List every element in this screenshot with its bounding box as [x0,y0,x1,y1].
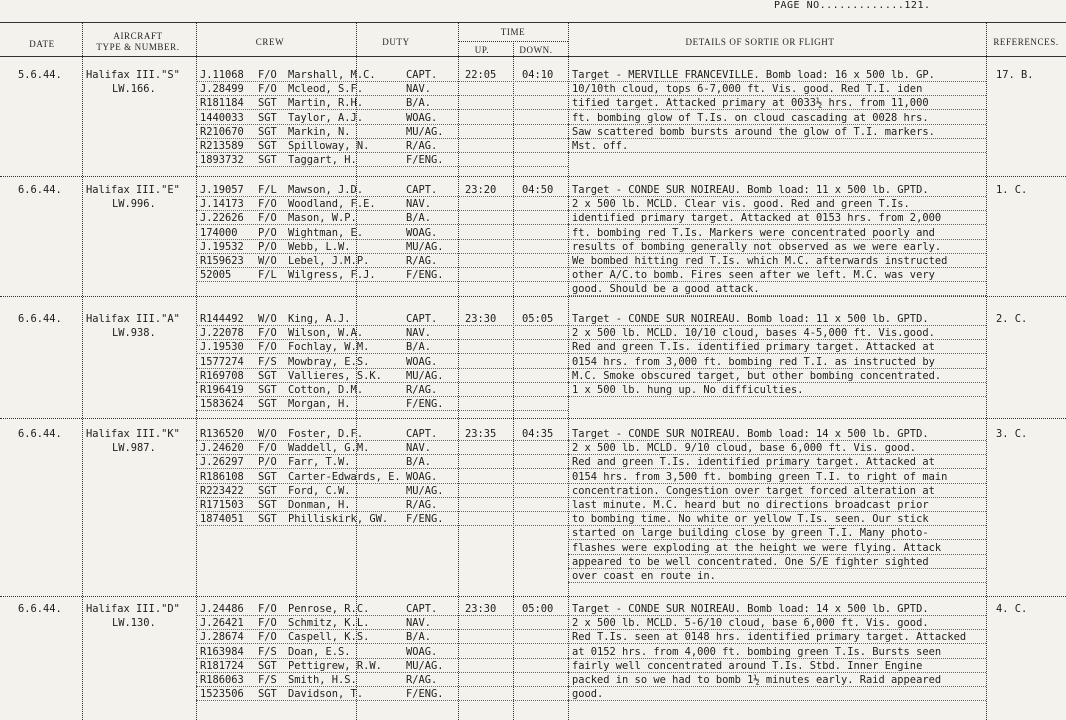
crew-row-rule [196,339,568,340]
crew-row-rule [196,152,568,153]
crew-name: Schmitz, K.L. [288,617,370,630]
entry-serial: LW.130. [112,617,156,629]
header-up: UP. [474,45,490,55]
detail-line: flashes were exploding at the height we were flying. Attack [572,541,942,554]
crew-duty: WOAG. [406,470,438,483]
crew-rank: F/O [258,327,277,340]
crew-name: Vallieres, S.K. [288,369,382,382]
detail-line: to bombing time. No white or yellow T.Is. seen. Our stick [572,513,929,526]
crew-duty: MU/AG. [406,369,444,382]
detail-line: other A/C.to bomb. Fires seen after we left. M.C. was very [572,269,935,282]
crew-name: Lebel, J.M.P. [288,255,370,267]
detail-line: at 0152 hrs. from 4,000 ft. bombing green T.Is. Bursts seen [572,645,942,658]
entry-down: 04:10 [522,69,554,81]
crew-service-number: R144492 [200,313,244,325]
crew-row-rule [196,196,568,197]
crew-service-number: J.14173 [200,198,244,211]
detail-line: 2 x 500 lb. MCLD. Clear vis. good. Red and green T.Is. [572,198,910,211]
crew-rank: SGT [258,513,277,526]
crew-service-number: R223422 [200,484,244,497]
entry-aircraft: Halifax III."K" [86,428,180,440]
crew-row-rule [196,253,568,254]
crew-duty: F/ENG. [406,269,444,282]
crew-row-rule [196,483,568,484]
header-crew: CREW [255,37,285,47]
crew-name: Mason, W.P. [288,212,357,225]
entry-serial: LW.987. [112,442,156,454]
crew-row-rule [196,368,568,369]
crew-name: Philliskirk, GW. [288,513,389,526]
crew-duty: R/AG. [406,255,438,267]
crew-rank: SGT [258,140,277,152]
detail-line: good. Should be a good attack. [572,283,760,296]
crew-service-number: R210670 [200,125,244,138]
crew-duty: CAPT. [406,428,438,440]
entry-date: 6.6.44. [18,428,62,440]
crew-rank: SGT [258,659,277,672]
crew-service-number: 1893732 [200,154,244,167]
crew-rank: W/O [258,255,277,267]
entry-serial: LW.996. [112,198,156,210]
crew-service-number: J.24620 [200,442,244,455]
crew-name: Markin, N. [288,125,351,138]
crew-name: Farr, T.W. [288,456,351,469]
entry-aircraft: Halifax III."D" [86,603,180,615]
crew-rank: SGT [258,384,277,396]
detail-line: over coast en route in. [572,570,716,582]
crew-row-rule [196,382,568,383]
detail-row-rule [568,152,986,153]
crew-service-number: J.11068 [200,69,244,81]
crew-row-rule [196,224,568,225]
detail-line: Red and green T.Is. identified primary target. Attacked at [572,456,935,469]
crew-rank: W/O [258,313,277,325]
crew-duty: MU/AG. [406,240,444,253]
detail-line: Target - CONDE SUR NOIREAU. Bomb load: 14 x 500 lb. GPTD. [572,603,929,615]
header-duty: DUTY [382,37,410,47]
crew-service-number: R181724 [200,659,244,672]
crew-service-number: 1583624 [200,398,244,411]
detail-line: Saw scattered bomb bursts around the glow of T.I. markers. [572,125,935,138]
detail-line: 2 x 500 lb. MCLD. 9/10 cloud, base 6,000 ft. Vis. good. [572,442,917,455]
crew-rank: F/O [258,212,277,225]
entry-up: 23:30 [465,313,497,325]
crew-rank: SGT [258,470,277,483]
crew-name: Penrose, R.C. [288,603,370,615]
crew-row-rule [196,138,568,139]
crew-duty: MU/AG. [406,484,444,497]
crew-row-rule [196,672,568,673]
crew-row-rule [196,615,568,616]
entry-separator [0,596,1066,597]
crew-row-rule [196,281,568,282]
crew-rank: SGT [258,97,277,110]
detail-line: Target - MERVILLE FRANCEVILLE. Bomb load: 16 x 500 lb. GP. [572,69,935,81]
entry-reference: 1. C. [996,184,1028,196]
crew-duty: F/ENG. [406,398,444,411]
crew-name: Woodland, F.E. [288,198,376,211]
crew-row-rule [196,239,568,240]
crew-rank: SGT [258,484,277,497]
crew-name: Foster, D.F. [288,428,364,440]
entry-up: 22:05 [465,69,497,81]
crew-duty: NAV. [406,442,432,455]
crew-duty: B/A. [406,341,432,354]
detail-line: 2 x 500 lb. MCLD. 10/10 cloud, bases 4-5,000 ft. Vis.good. [572,327,935,340]
crew-service-number: R159623 [200,255,244,267]
entry-separator [0,176,1066,177]
crew-duty: CAPT. [406,69,438,81]
crew-service-number: J.19532 [200,240,244,253]
crew-rank: F/O [258,83,277,96]
crew-service-number: J.19057 [200,184,244,196]
crew-duty: F/ENG. [406,154,444,167]
crew-service-number: R169708 [200,369,244,382]
entry-aircraft: Halifax III."A" [86,313,180,325]
crew-duty: WOAG. [406,111,438,124]
detail-line: We bombed hitting red T.Is. which M.C. afterwards instructed [572,255,948,267]
header-references: REFERENCES. [993,37,1059,47]
entry-down: 05:05 [522,313,554,325]
header-date: DATE [29,39,55,49]
detail-line: ft. bombing red T.Is. Markers were concentrated poorly and [572,226,935,239]
detail-line: fairly well concentrated around T.Is. Stbd. Inner Engine [572,659,923,672]
crew-name: Mcleod, S.F. [288,83,364,96]
entry-serial: LW.166. [112,83,156,95]
entry-separator [0,296,1066,297]
crew-service-number: J.22078 [200,327,244,340]
header-aircraft-line2: TYPE & NUMBER. [96,42,180,52]
crew-service-number: R186063 [200,674,244,686]
crew-row-rule [196,410,568,411]
crew-rank: P/O [258,240,277,253]
crew-service-number: R171503 [200,499,244,511]
crew-rank: SGT [258,111,277,124]
crew-duty: R/AG. [406,140,438,152]
crew-service-number: J.28674 [200,631,244,644]
detail-row-rule [568,396,986,397]
crew-duty: MU/AG. [406,659,444,672]
crew-rank: F/S [258,674,277,686]
crew-rank: SGT [258,154,277,167]
crew-name: Wilson, W.A. [288,327,364,340]
crew-service-number: R213589 [200,140,244,152]
crew-rank: F/L [258,184,277,196]
crew-service-number: R181184 [200,97,244,110]
detail-line: concentration. Congestion over target forced alteration at [572,484,935,497]
crew-service-number: J.26421 [200,617,244,630]
detail-line: 10/10th cloud, tops 6-7,000 ft. Vis. good. Red T.I. iden [572,83,923,96]
crew-rank: SGT [258,125,277,138]
crew-service-number: 1440033 [200,111,244,124]
crew-name: Waddell, G.M. [288,442,370,455]
entry-up: 23:20 [465,184,497,196]
crew-name: Martin, R.H. [288,97,364,110]
crew-row-rule [196,525,568,526]
header-aircraft-line1: AIRCRAFT [113,31,163,41]
crew-row-rule [196,396,568,397]
crew-duty: NAV. [406,327,432,340]
crew-row-rule [196,454,568,455]
crew-rank: F/O [258,631,277,644]
crew-rank: F/O [258,617,277,630]
crew-service-number: R136520 [200,428,244,440]
crew-name: Fochlay, W.M. [288,341,370,354]
crew-service-number: 174000 [200,226,238,239]
detail-line: ft. bombing glow of T.Is. on cloud cascading at 0028 hrs. [572,111,929,124]
crew-service-number: 1577274 [200,355,244,368]
detail-line: Red and green T.Is. identified primary target. Attacked at [572,341,935,354]
crew-service-number: 1874051 [200,513,244,526]
crew-rank: SGT [258,369,277,382]
crew-duty: R/AG. [406,384,438,396]
crew-row-rule [196,643,568,644]
crew-service-number: J.26297 [200,456,244,469]
crew-row-rule [196,700,568,701]
crew-rank: F/O [258,198,277,211]
crew-service-number: J.24486 [200,603,244,615]
crew-row-rule [196,440,568,441]
detail-line: started on large building close by green T.I. Many photo- [572,527,929,540]
crew-duty: B/A. [406,456,432,469]
crew-row-rule [196,497,568,498]
crew-duty: B/A. [406,212,432,225]
detail-line: tified target. Attacked primary at 0033½ hrs. from 11,000 [572,97,929,110]
crew-duty: MU/AG. [406,125,444,138]
detail-line: packed in so we had to bomb 1½ minutes early. Raid appeared [572,674,942,686]
crew-name: Pettigrew, R.W. [288,659,382,672]
header-aircraft [88,31,188,53]
entry-aircraft: Halifax III."S" [86,69,180,81]
crew-name: Taylor, A.J. [288,111,364,124]
crew-row-rule [196,325,568,326]
crew-rank: SGT [258,499,277,511]
detail-line: results of bombing generally not observed as we were early. [572,240,942,253]
crew-duty: F/ENG. [406,513,444,526]
crew-name: Donman, H. [288,499,351,511]
crew-name: Morgan, H. [288,398,351,411]
crew-rank: F/S [258,645,277,658]
entry-up: 23:35 [465,428,497,440]
detail-line: 0154 hrs. from 3,000 ft. bombing red T.I. as instructed by [572,355,935,368]
crew-row-rule [196,109,568,110]
entry-up: 23:30 [465,603,497,615]
page-number: PAGE NO.............121. [774,0,931,11]
crew-service-number: J.28499 [200,83,244,96]
crew-duty: CAPT. [406,603,438,615]
crew-name: Cotton, D.M. [288,384,364,396]
crew-duty: WOAG. [406,645,438,658]
detail-line: M.C. Smoke obscured target, but other bombing concentrated. [572,369,942,382]
crew-rank: F/O [258,341,277,354]
crew-row-rule [196,166,568,167]
crew-duty: B/A. [406,631,432,644]
entry-serial: LW.938. [112,327,156,339]
crew-service-number: R163984 [200,645,244,658]
crew-name: King, A.J. [288,313,351,325]
entry-down: 04:35 [522,428,554,440]
crew-name: Mawson, J.D. [288,184,364,196]
detail-line: 2 x 500 lb. MCLD. 5-6/10 cloud, base 6,000 ft. Vis. good. [572,617,929,630]
entry-down: 04:50 [522,184,554,196]
entry-reference: 3. C. [996,428,1028,440]
detail-row-rule [568,700,986,701]
crew-name: Doan, E.S. [288,645,351,658]
crew-name: Taggart, H. [288,154,357,167]
detail-row-rule [568,582,986,583]
header-down: DOWN. [519,45,553,55]
crew-name: Webb, L.W. [288,240,351,253]
detail-line: Mst. off. [572,140,629,152]
crew-row-rule [196,124,568,125]
detail-line: Target - CONDE SUR NOIREAU. Bomb load: 14 x 500 lb. GPTD. [572,428,929,440]
detail-line: appeared to be well concentrated. One S/E fighter sighted [572,555,929,568]
crew-duty: R/AG. [406,499,438,511]
crew-name: Caspell, K.S. [288,631,370,644]
crew-duty: NAV. [406,617,432,630]
crew-name: Marshall, M.C. [288,69,376,81]
crew-duty: CAPT. [406,184,438,196]
crew-rank: F/O [258,603,277,615]
crew-duty: R/AG. [406,674,438,686]
entry-date: 6.6.44. [18,603,62,615]
header-details: DETAILS OF SORTIE OR FLIGHT [685,37,835,47]
crew-row-rule [196,210,568,211]
detail-line: 1 x 500 lb. hung up. No difficulties. [572,384,804,396]
entry-aircraft: Halifax III."E" [86,184,180,196]
crew-row-rule [196,95,568,96]
crew-service-number: R196419 [200,384,244,396]
crew-row-rule [196,267,568,268]
detail-line: Target - CONDE SUR NOIREAU. Bomb load: 11 x 500 lb. GPTD. [572,184,929,196]
crew-duty: WOAG. [406,355,438,368]
crew-name: Smith, H.S. [288,674,357,686]
crew-rank: P/O [258,226,277,239]
crew-name: Spilloway, N. [288,140,370,152]
crew-duty: F/ENG. [406,688,444,701]
entry-separator [0,418,1066,419]
crew-rank: SGT [258,688,277,701]
entry-down: 05:00 [522,603,554,615]
header-time: TIME [500,27,526,37]
detail-line: 0154 hrs. from 3,500 ft. bombing green T.I. to right of main [572,470,948,483]
detail-line: identified primary target. Attacked at 0153 hrs. from 2,000 [572,212,942,225]
crew-name: Carter-Edwards, E. [288,470,401,483]
entry-date: 5.6.44. [18,69,62,81]
crew-name: Davidson, T. [288,688,364,701]
crew-service-number: 52005 [200,269,232,282]
detail-line: last minute. M.C. heard but no directions broadcast prior [572,499,929,511]
crew-rank: SGT [258,398,277,411]
crew-duty: NAV. [406,83,432,96]
crew-rank: F/O [258,442,277,455]
detail-row-rule [568,138,986,139]
crew-rank: F/L [258,269,277,282]
crew-duty: WOAG. [406,226,438,239]
crew-row-rule [196,353,568,354]
entry-reference: 17. B. [996,69,1034,81]
crew-duty: NAV. [406,198,432,211]
crew-service-number: J.19530 [200,341,244,354]
crew-name: Wilgress, F.J. [288,269,376,282]
detail-line: good. [572,688,604,701]
crew-name: Wightman, E. [288,226,364,239]
crew-row-rule [196,658,568,659]
crew-rank: W/O [258,428,277,440]
crew-rank: F/S [258,355,277,368]
crew-rank: P/O [258,456,277,469]
crew-row-rule [196,81,568,82]
crew-name: Mowbray, E.S. [288,355,370,368]
entry-date: 6.6.44. [18,184,62,196]
crew-row-rule [196,629,568,630]
crew-service-number: 1523506 [200,688,244,701]
entry-date: 6.6.44. [18,313,62,325]
crew-duty: CAPT. [406,313,438,325]
crew-row-rule [196,686,568,687]
entry-reference: 4. C. [996,603,1028,615]
entry-reference: 2. C. [996,313,1028,325]
detail-line: Red T.Is. seen at 0148 hrs. identified primary target. Attacked [572,631,967,644]
crew-duty: B/A. [406,97,432,110]
crew-name: Ford, C.W. [288,484,351,497]
crew-service-number: J.22626 [200,212,244,225]
detail-line: Target - CONDE SUR NOIREAU. Bomb load: 11 x 500 lb. GPTD. [572,313,929,325]
crew-service-number: R186108 [200,470,244,483]
crew-rank: F/O [258,69,277,81]
detail-row-rule [568,686,986,687]
